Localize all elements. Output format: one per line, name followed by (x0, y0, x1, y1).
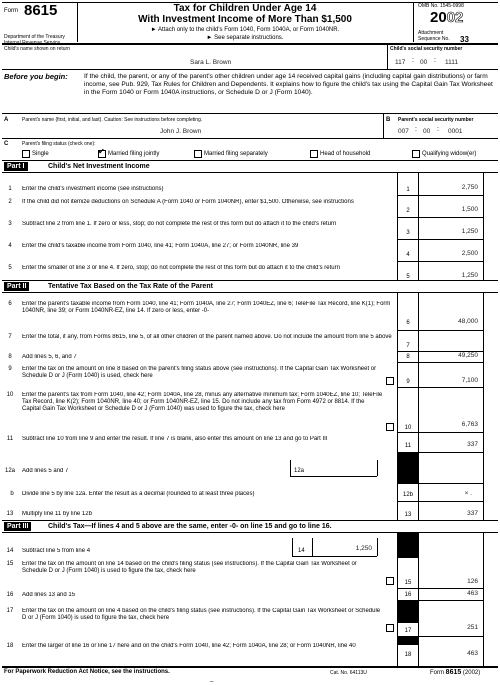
child-ssn-part2[interactable]: 00 (420, 59, 428, 66)
before-you-begin (4, 73, 494, 103)
department: Department of the Treasury Internal Revenue Service (4, 34, 65, 46)
parent-name-label: Parent's name (first, initial, and last). Caution: See instructions before completing. (22, 117, 203, 123)
ssn-separator: : (437, 126, 439, 133)
sequence-number: 33 (460, 35, 469, 44)
line-number: b (10, 491, 14, 497)
line17-checkbox[interactable] (386, 624, 394, 632)
line17-amount[interactable]: 251 (467, 624, 478, 631)
line-description: Subtract line 10 from line 9 and enter the result. If line 7 is blank, also enter this amount on line 13 and go to Part III (22, 436, 328, 442)
status-head-of-household-label: Head of household (320, 151, 371, 157)
amount-line-number: 6 (406, 320, 410, 326)
line-number: 11 (6, 436, 14, 442)
amount-line-number: 18 (404, 652, 412, 658)
line-description: Enter the tax on the amount on line 14 based on the child's filing status (see instructions). If the Capital Gain Tax Worksheet or Schedule D or J (Form 1040) is used to figure the tax, check here (22, 561, 357, 574)
checkmark-icon: ✔ (98, 147, 105, 156)
filing-status-label: Parent's filing status (check one): (22, 141, 96, 147)
line10-checkbox[interactable] (386, 423, 394, 431)
amount-line-number: 1 (406, 187, 410, 193)
ssn-separator: : (412, 57, 414, 64)
attachment-label: Attachment (418, 30, 444, 36)
bottom-mark: _ (210, 676, 214, 682)
line-number: 13 (6, 511, 14, 517)
status-head-of-household-checkbox[interactable] (310, 150, 318, 158)
line16-amount[interactable]: 463 (467, 590, 478, 597)
amount-line-number: 16 (404, 592, 412, 598)
before-you-begin-text: If the child, the parent, or any of the parent's other children under age 14 received capital gains (including capital gain distributions) or farm income, see Pub. 929, Tax Rules for Children and Dependents. It explains how to figure the child's tax using the Capital Gain Tax Worksheet in the Form 1040 or Form 1040A instructions, or Schedule D or J (Form 1040). (84, 73, 493, 96)
amount-line-number: 12b (402, 492, 413, 498)
status-single-label: Single (32, 151, 49, 157)
shaded-area (398, 637, 418, 645)
shaded-area (398, 453, 418, 483)
line-number: 17 (6, 608, 14, 614)
line15-amount[interactable]: 126 (467, 578, 478, 585)
line-description: Divide line 5 by line 12a. Enter the result as a decimal (rounded to at least three places) (22, 491, 255, 497)
part2-label: Part II (4, 282, 29, 291)
line-number: 12a (4, 468, 15, 474)
amount-line-number: 2 (406, 208, 410, 214)
line-description: Add lines 5 and 7 (22, 468, 69, 474)
instructions-note: ► See separate instructions. (206, 35, 284, 41)
part1-title: Child's Net Investment Income (48, 163, 150, 170)
before-you-begin-label: Before you begin: (4, 72, 68, 81)
amount-line-number: 11 (404, 443, 412, 449)
form-label: Form (4, 8, 18, 14)
line-number: 3 (8, 221, 12, 227)
ssn-separator: : (415, 126, 417, 133)
status-married-separately-label: Married filing separately (204, 151, 268, 157)
line-description: Subtract line 2 from line 1. If zero or less, stop; do not complete the rest of this form but do attach it to the child's return (22, 221, 337, 227)
parent-ssn-part2[interactable]: 00 (423, 128, 431, 135)
line-number: 7 (8, 334, 12, 340)
line-number: 6 (8, 301, 12, 307)
line11-amount[interactable]: 337 (467, 441, 478, 448)
status-single-checkbox[interactable] (22, 150, 30, 158)
attach-note: ► Attach only to the child's Form 1040, Form 1040A, or Form 1040NR. (150, 27, 340, 33)
line-description: Add lines 5, 6, and 7 (22, 354, 77, 360)
line-number: 15 (6, 561, 14, 567)
line-description: Add lines 13 and 15 (22, 592, 76, 598)
shaded-area (398, 601, 418, 623)
line15-checkbox[interactable] (386, 577, 394, 585)
year-prefix: 20 (430, 9, 447, 26)
line-number: 16 (6, 592, 14, 598)
amount-line-number: 15 (404, 580, 412, 586)
form-title-line2: With Investment Income of More Than $1,500 (138, 14, 352, 25)
parent-name-field[interactable]: John J. Brown (160, 128, 202, 135)
form-ref-number: 8615 (445, 669, 462, 676)
form-number: 8615 (24, 2, 58, 19)
line-number: 1 (8, 186, 12, 192)
line14-amount[interactable]: 1,250 (355, 545, 372, 552)
line-description: Enter the tax on the amount on line 8 based on the parent's filing status above (see instructions). If the Capital Gain Tax Worksheet or Schedule D or J (Form 1040) is used, check here (22, 366, 377, 379)
line13-amount[interactable]: 337 (467, 510, 478, 517)
line-description: Subtract line 5 from line 4 (22, 548, 91, 554)
line-description: Multiply line 11 by line 12b (22, 511, 92, 517)
amount-line-number: 9 (406, 379, 410, 385)
form-title-line1: Tax for Children Under Age 14 (173, 3, 317, 14)
amount-line-number: 3 (406, 230, 410, 236)
child-name-label: Child's name shown on return (4, 46, 70, 52)
form-ref-prefix: Form (430, 670, 444, 676)
amount-line-number: 5 (406, 274, 410, 280)
line-number: 10 (6, 392, 14, 398)
line-number: 4 (8, 243, 12, 249)
line2-amount[interactable]: 1,500 (461, 206, 478, 213)
amount-line-number: 13 (404, 512, 412, 518)
form-reference (430, 669, 480, 677)
amount-line-number: 10 (404, 425, 412, 431)
line-number: 2 (8, 199, 12, 205)
line-description: Enter the tax on the amount on line 4 based on the child's filing status (see instructions). If the Capital Gain Tax Worksheet or Schedule D or J (Form 1040) is used to figure the tax, check here (22, 608, 381, 621)
line-number: 14 (6, 548, 14, 554)
line-description: Enter the child's taxable income from Form 1040, line 41; Form 1040A, line 27; or Form 1040NR, line 39 (22, 243, 299, 249)
line-description: Enter the parent's taxable income from Form 1040, line 41; Form 1040A, line 27; Form 1040EZ, line 6; TeleFile Tax Record, line K(1); Form 1040NR, line 39; or Form 1040NR-EZ, line 14. If zero or less, enter -0- (22, 301, 391, 314)
line-a-letter: A (4, 117, 9, 123)
line14-box-label: 14 (298, 548, 305, 554)
line-description: Enter the smaller of line 3 or line 4. If zero, stop; do not complete the rest of this form but do attach it to the child's return (22, 265, 340, 271)
status-married-jointly-label: Married filing jointly (108, 151, 160, 157)
year-suffix: 02 (446, 9, 464, 26)
amount-line-number: 17 (404, 628, 412, 634)
part3-label: Part III (4, 522, 31, 531)
line-number: 18 (6, 643, 14, 649)
status-qualifying-widower-label: Qualifying widow(er) (422, 151, 477, 157)
line-b-letter: B (386, 117, 391, 123)
line12a-box-label: 12a (294, 468, 305, 474)
line-number: 9 (8, 366, 12, 372)
part1-label: Part I (4, 162, 28, 171)
line-number: 8 (8, 354, 12, 360)
amount-line-number: 4 (406, 252, 410, 258)
line-description: If the child did not itemize deductions on Schedule A (Form 1040 or Form 1040NR), enter $1,500. Otherwise, see instructions (22, 199, 354, 205)
tax-year (430, 10, 463, 26)
parent-ssn-part1[interactable]: 007 (398, 128, 409, 135)
catalog-number: Cat. No. 64113U (330, 670, 367, 676)
line-number: 5 (8, 265, 12, 271)
status-married-separately-checkbox[interactable] (194, 150, 202, 158)
child-ssn-part3[interactable]: 1111 (445, 59, 459, 66)
sequence-label: Sequence No. (418, 36, 450, 42)
status-qualifying-widower-checkbox[interactable] (412, 150, 420, 158)
line18-amount[interactable]: 463 (467, 650, 478, 657)
line9-amount[interactable]: 7,100 (461, 377, 478, 384)
line-description: Enter the larger of line 16 or line 17 here and on the child's Form 1040, line 42; Form 1040A, line 28; or Form 1040NR, line 40 (22, 643, 356, 649)
amount-line-number: 8 (406, 354, 410, 360)
line-description: Enter the total, if any, from Forms 8615, line 5, of all other children of the parent named above. Do not include the amount from line 5 above (22, 334, 392, 340)
line12b-amount[interactable]: × . (464, 490, 472, 497)
line-description: Enter the parent's tax from Form 1040, line 42; Form 1040A, line 28, minus any alternative minimum tax; Form 1040EZ, line 10; TeleFile Tax Record, line K(2); Form 1040NR, line 40; or Form 1040NR-EZ, line 15. Do not include any tax from Form 4972 or 8814. If the Capital Gain Tax Worksheet or Schedule D or J (Form 1040) was used to figure the tax, check here (22, 392, 383, 412)
ssn-separator: : (434, 57, 436, 64)
parent-ssn-part3[interactable]: 0001 (448, 128, 463, 135)
line8-amount[interactable]: 49,250 (458, 352, 478, 359)
line-c-letter: C (4, 141, 9, 147)
line3-amount[interactable]: 1,250 (461, 228, 478, 235)
paperwork-notice: For Paperwork Reduction Act Notice, see the instructions. (4, 669, 170, 675)
form-ref-year: (2002) (462, 670, 481, 676)
omb-number: OMB No. 1545-0998 (418, 3, 464, 9)
child-name-field[interactable]: Sara L. Brown (190, 59, 232, 66)
child-ssn-label: Child's social security number (390, 46, 463, 52)
line1-amount[interactable]: 2,750 (461, 184, 478, 191)
shaded-area (398, 533, 418, 558)
line5-amount[interactable]: 1,250 (461, 272, 478, 279)
line4-amount[interactable]: 2,500 (461, 250, 478, 257)
child-ssn-part1[interactable]: 117 (395, 59, 406, 66)
part2-title: Tentative Tax Based on the Tax Rate of the Parent (48, 283, 213, 290)
parent-ssn-label: Parent's social security number (398, 117, 474, 123)
line6-amount[interactable]: 48,000 (458, 318, 478, 325)
amount-line-number: 7 (406, 343, 410, 349)
line9-checkbox[interactable] (386, 377, 394, 385)
part3-title: Child's Tax—If lines 4 and 5 above are the same, enter -0- on line 15 and go to line 16. (48, 523, 332, 530)
line-description: Enter the child's investment income (see instructions) (22, 186, 164, 192)
line10-amount[interactable]: 6,763 (461, 421, 478, 428)
